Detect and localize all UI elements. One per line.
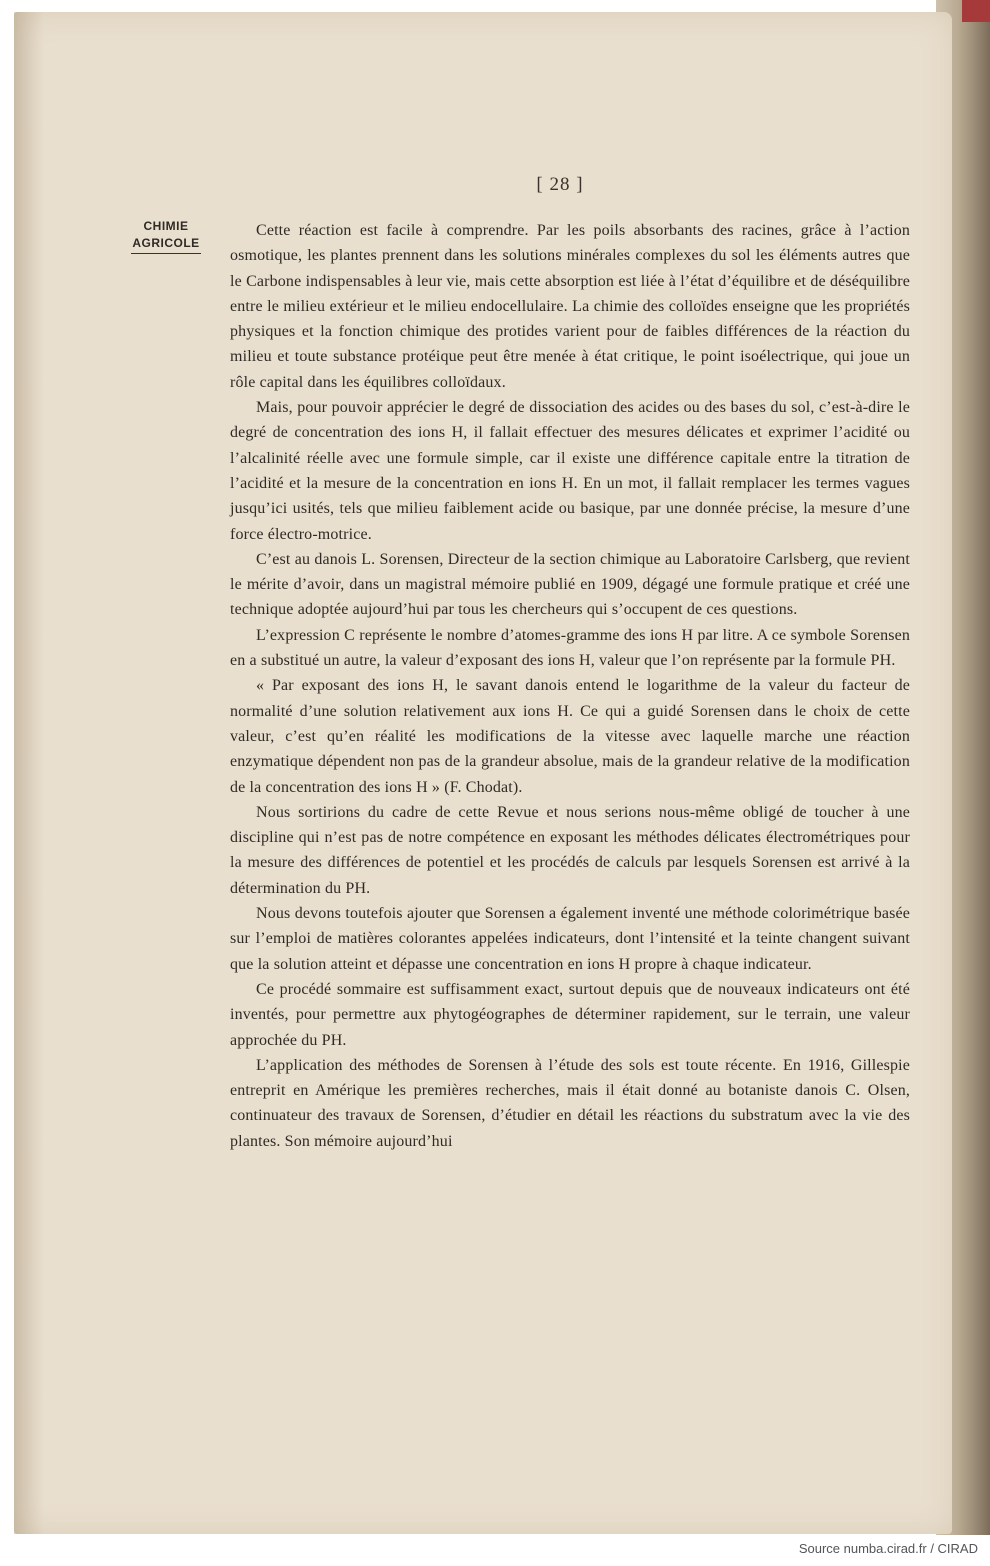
spine-shadow: [14, 12, 44, 1534]
body-text: [230, 218, 910, 1154]
paragraph-5: « Par exposant des ions H, le savant danois entend le logarithme de la valeur du facteur de normalité d’une solution relativement aux ions H. Ce qui a guidé Sorensen dans le choix de cette valeur, c’est qu’en réalité les modifications de la vitesse avec laquelle marche une réaction enzymatique dépendent non pas de la grandeur absolue, mais de la grandeur relative de la modification de la concentration des ions H » (F. Chodat).: [230, 677, 910, 796]
margin-note: [118, 218, 214, 254]
margin-note-line1: CHIMIE: [143, 219, 189, 233]
margin-note-line2: AGRICOLE: [132, 236, 200, 250]
paragraph-1: Cette réaction est facile à comprendre. Par les poils absorbants des racines, grâce à l’action osmotique, les plantes prennent dans les solutions minérales complexes du sol les éléments autres que le Carbone indispensables à leur vie, mais cette absorption est liée à l’état d’équilibre et de déséquilibre entre le milieu extérieur et le milieu endocellulaire. La chimie des colloïdes enseigne que les propriétés physiques et la fonction chimique des protides varient pour de faibles différences de la réaction du milieu et toute substance protéique peut être menée à état critique, le point isoélectrique, qui joue un rôle capital dans les équilibres colloïdaux.: [230, 222, 910, 391]
book-cover-corner: [962, 0, 990, 22]
paragraph-2: Mais, pour pouvoir apprécier le degré de dissociation des acides ou des bases du sol, c’est-à-dire le degré de concentration des ions H, il fallait effectuer des mesures délicates et exprimer l’acidité ou l’alcalinité réelle avec une formule simple, car il existe une différence capitale entre la titration de l’acidité et la mesure de la concentration en ions H. En un mot, il fallait remplacer les termes vagues jusqu’ici usités, tels que milieu faiblement acide ou basique, par une donnée précise, la mesure d’une force électro-motrice.: [230, 399, 910, 543]
paragraph-3: C’est au danois L. Sorensen, Directeur de la section chimique au Laboratoire Carlsberg, que revient le mérite d’avoir, dans un magistral mémoire publié en 1909, dégagé une formule pratique et créé une technique adoptée aujourd’hui par tous les chercheurs qui s’occupent de ces questions.: [230, 550, 910, 619]
paragraph-7: Nous devons toutefois ajouter que Sorensen a également inventé une méthode colorimétrique basée sur l’emploi de matières colorantes appelées indicateurs, dont l’intensité et la teinte changent suivant que la solution atteint et dépasse une concentration en ions H propre à chaque indicateur.: [230, 905, 910, 973]
paragraph-9: L’application des méthodes de Sorensen à l’étude des sols est toute récente. En 1916, Gillespie entreprit en Amérique les premières recherches, mais il était donné au botaniste danois C. Olsen, continuateur des travaux de Sorensen, d’étudier en détail les réactions du substratum avec la vie des plantes. Son mémoire aujourd’hui: [230, 1056, 910, 1150]
page-number: [ 28 ]: [536, 174, 584, 195]
margin-note-rule: [131, 253, 201, 254]
paragraph-6: Nous sortirions du cadre de cette Revue et nous serions nous-même obligé de toucher à une discipline qui n’est pas de notre compétence en exposant les méthodes délicates électrométriques pour la mesure des différences de potentiel et les procédés de calculs par lesquels Sorensen est arrivé à la détermination du PH.: [230, 803, 910, 897]
paragraph-4: L’expression C représente le nombre d’atomes-gramme des ions H par litre. A ce symbole Sorensen en a substitué un autre, la valeur d’exposant des ions H, valeur que l’on représente par la formule PH.: [230, 626, 910, 670]
paragraph-8: Ce procédé sommaire est suffisamment exact, surtout depuis que de nouveaux indicateurs ont été inventés, pour permettre aux phytogéographes de déterminer rapidement, sur le terrain, une valeur approchée du PH.: [230, 980, 910, 1049]
source-credit: Source numba.cirad.fr / CIRAD: [798, 1541, 978, 1556]
